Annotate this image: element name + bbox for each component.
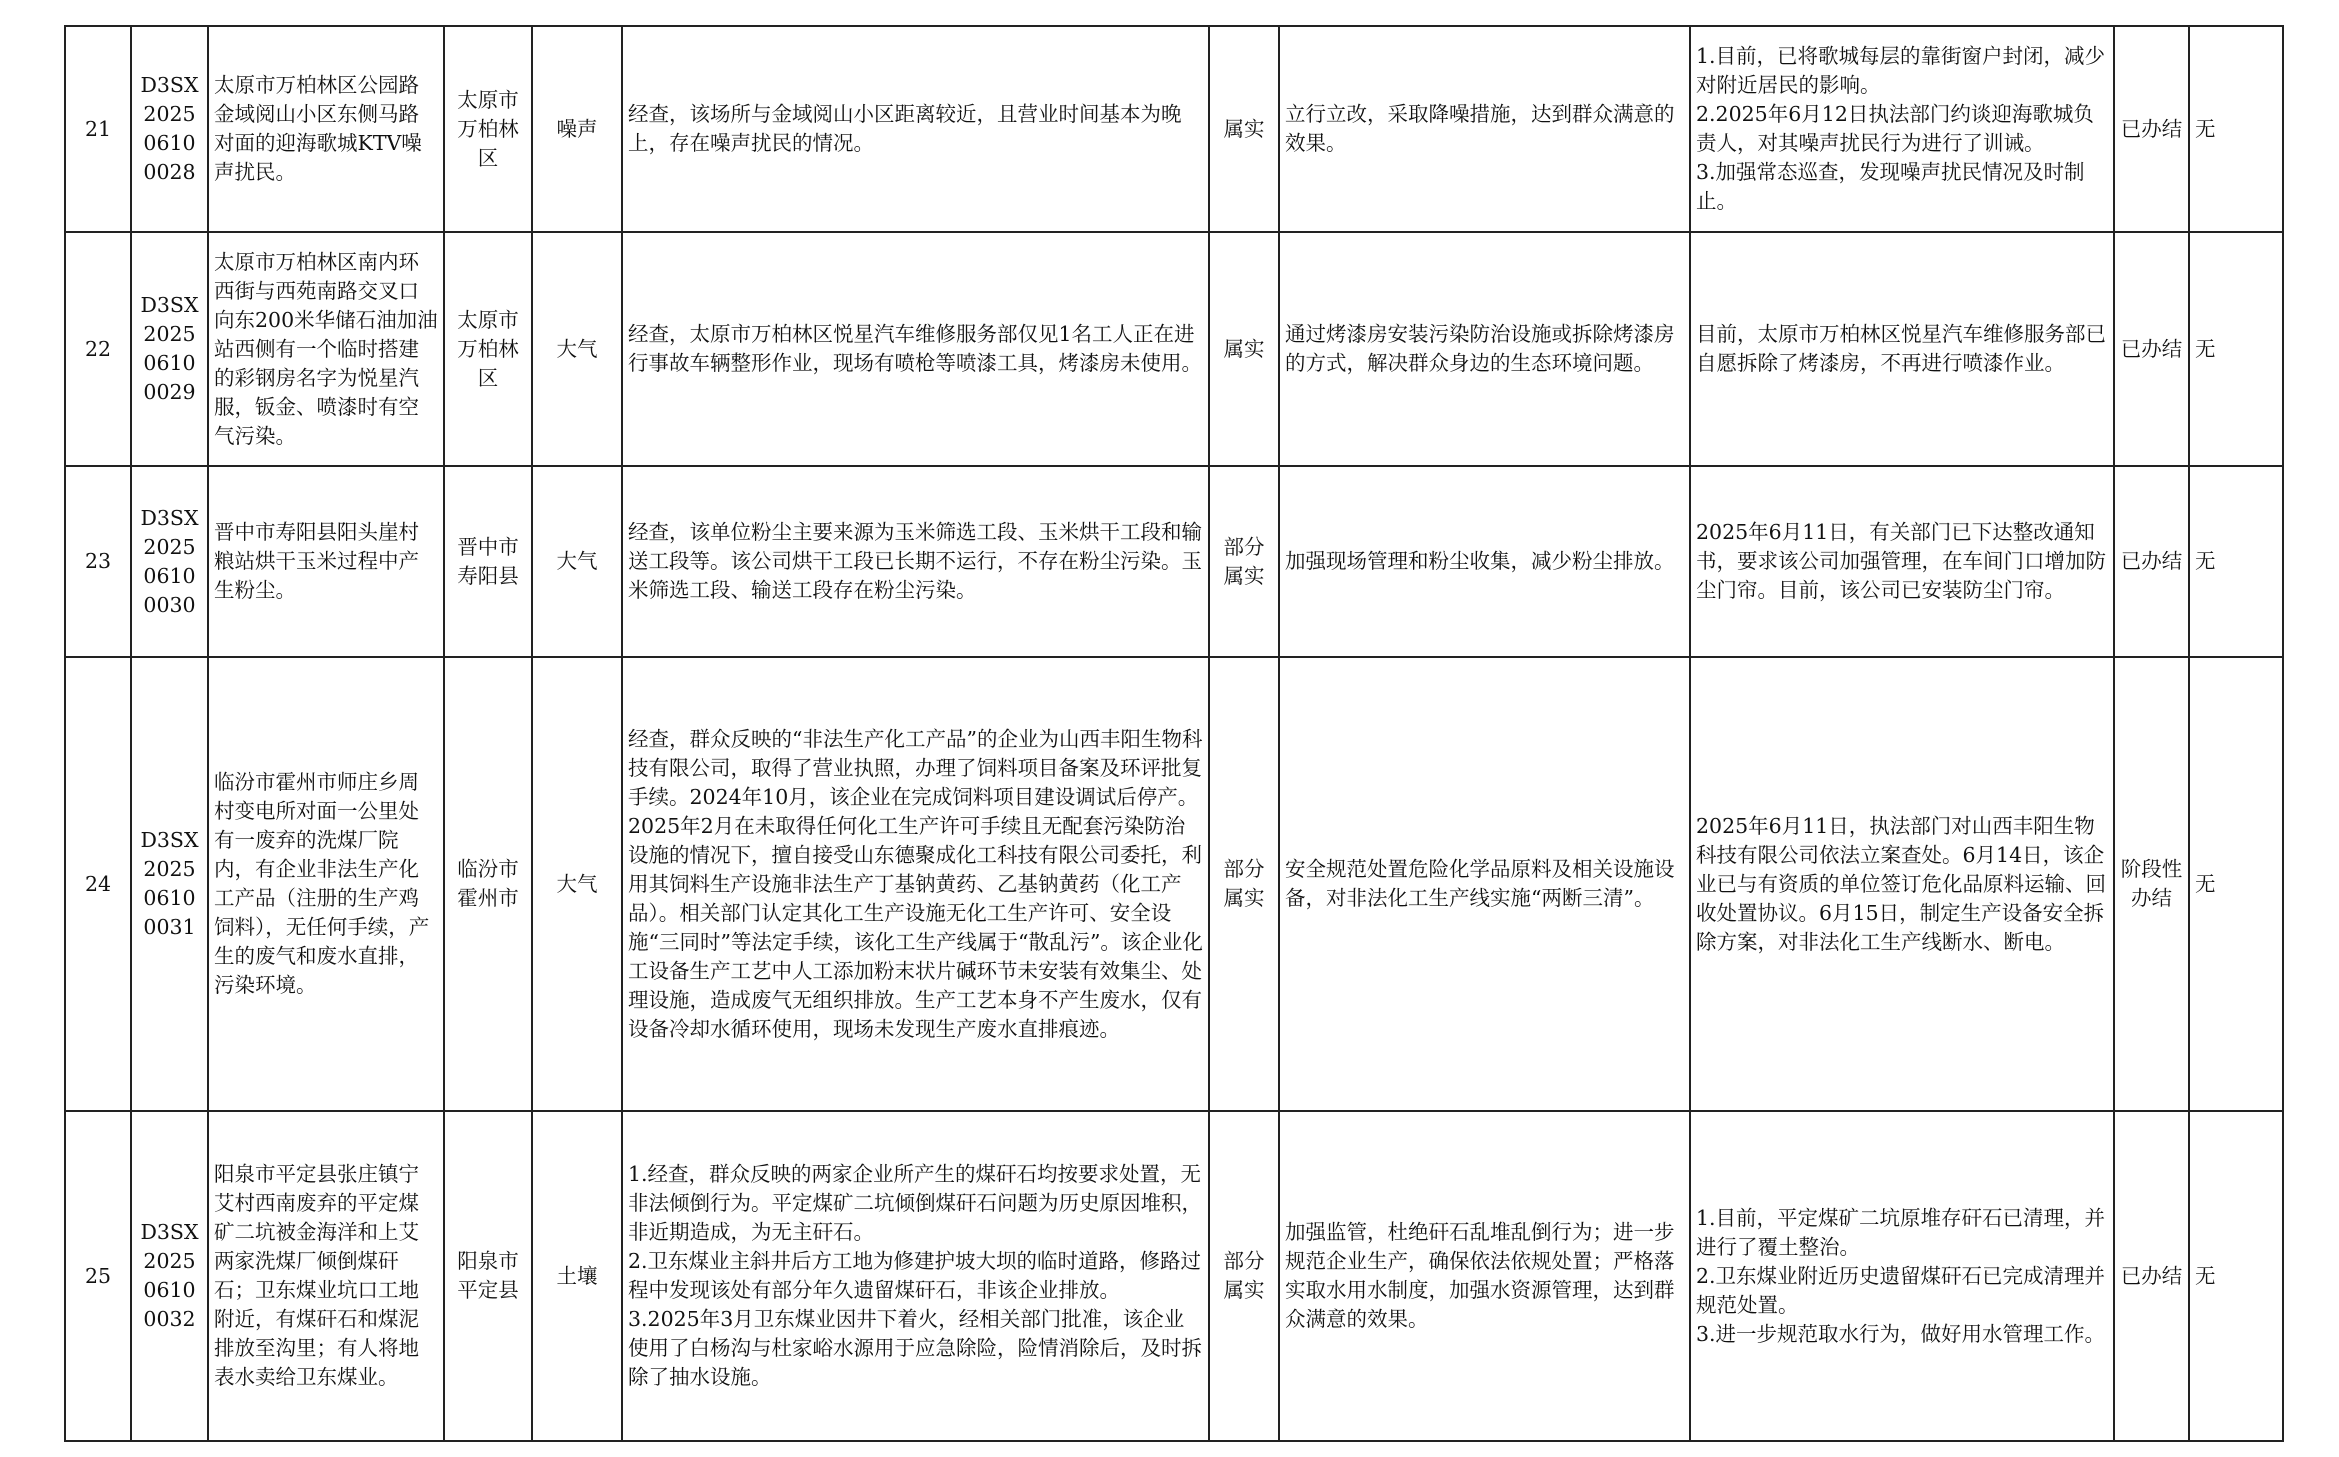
administrative-area: 太原市万柏林区 <box>444 26 532 232</box>
result-line: 2025年6月11日，有关部门已下达整改通知书，要求该公司加强管理，在车间门口增加防尘门帘。目前，该公司已安装防尘门帘。 <box>1696 520 2106 602</box>
rectification-result <box>1690 1111 2114 1441</box>
table-row <box>65 232 2283 466</box>
row-number: 21 <box>65 26 131 232</box>
rectification-measures: 通过烤漆房安装污染防治设施或拆除烤漆房的方式，解决群众身边的生态环境问题。 <box>1279 232 1690 466</box>
handling-status: 已办结 <box>2114 26 2189 232</box>
investigation-finding: 经查，该场所与金域阅山小区距离较近，且营业时间基本为晚上，存在噪声扰民的情况。 <box>622 26 1209 232</box>
result-line: 2.2025年6月12日执法部门约谈迎海歌城负责人，对其噪声扰民行为进行了训诫。 <box>1696 102 2094 155</box>
complaint-content: 阳泉市平定县张庄镇宁艾村西南废弃的平定煤矿二坑被金海洋和上艾两家洗煤厂倾倒煤矸石；卫东煤业坑口工地附近，有煤矸石和煤泥排放至沟里；有人将地表水卖给卫东煤业。 <box>208 1111 444 1441</box>
case-code: D3SX20250610 0029 <box>131 232 208 466</box>
investigation-finding: 经查，该单位粉尘主要来源为玉米筛选工段、玉米烘干工段和输送工段等。该公司烘干工段已长期不运行，不存在粉尘污染。玉米筛选工段、输送工段存在粉尘污染。 <box>622 466 1209 657</box>
investigation-finding: 经查，太原市万柏林区悦星汽车维修服务部仅见1名工人正在进行事故车辆整形作业，现场有喷枪等喷漆工具，烤漆房未使用。 <box>622 232 1209 466</box>
accountability: 无 <box>2189 26 2283 232</box>
rectification-measures: 加强现场管理和粉尘收集，减少粉尘排放。 <box>1279 466 1690 657</box>
case-code: D3SX20250610 0032 <box>131 1111 208 1441</box>
finding-line: 3.2025年3月卫东煤业因井下着火，经相关部门批准，该企业使用了白杨沟与杜家峪水源用于应急除险，险情消除后，及时拆除了抽水设施。 <box>628 1307 1202 1389</box>
rectification-measures: 安全规范处置危险化学品原料及相关设施设备，对非法化工生产线实施“两断三清”。 <box>1279 657 1690 1111</box>
pollution-type: 大气 <box>532 466 622 657</box>
finding-line: 2.卫东煤业主斜井后方工地为修建护坡大坝的临时道路，修路过程中发现该处有部分年久遗留煤矸石，非该企业排放。 <box>628 1249 1202 1302</box>
handling-status: 已办结 <box>2114 232 2189 466</box>
verdict: 属实 <box>1209 232 1279 466</box>
complaint-table <box>64 25 2284 1442</box>
pollution-type: 土壤 <box>532 1111 622 1441</box>
accountability: 无 <box>2189 232 2283 466</box>
complaint-content: 晋中市寿阳县阳头崖村粮站烘干玉米过程中产生粉尘。 <box>208 466 444 657</box>
result-line: 2.卫东煤业附近历史遗留煤矸石已完成清理并规范处置。 <box>1696 1263 2106 1317</box>
rectification-result <box>1690 466 2114 657</box>
pollution-type: 大气 <box>532 232 622 466</box>
row-number: 23 <box>65 466 131 657</box>
table-row <box>65 466 2283 657</box>
rectification-result <box>1690 657 2114 1111</box>
result-line: 1.目前，平定煤矿二坑原堆存矸石已清理，并进行了覆土整治。 <box>1696 1205 2106 1259</box>
rectification-result <box>1690 26 2114 232</box>
table-row <box>65 1111 2283 1441</box>
row-number: 25 <box>65 1111 131 1441</box>
row-number: 22 <box>65 232 131 466</box>
result-line: 1.目前，已将歌城每层的靠街窗户封闭，减少对附近居民的影响。 <box>1696 44 2106 97</box>
finding-line: 1.经查，群众反映的两家企业所产生的煤矸石均按要求处置，无非法倾倒行为。平定煤矿二坑倾倒煤矸石问题为历史原因堆积，非近期造成，为无主矸石。 <box>628 1162 1202 1244</box>
result-line: 目前，太原市万柏林区悦星汽车维修服务部已自愿拆除了烤漆房，不再进行喷漆作业。 <box>1696 322 2106 375</box>
result-line: 3.加强常态巡查，发现噪声扰民情况及时制止。 <box>1696 160 2085 213</box>
pollution-type: 大气 <box>532 657 622 1111</box>
verdict: 部分属实 <box>1209 1111 1279 1441</box>
rectification-measures: 加强监管，杜绝矸石乱堆乱倒行为；进一步规范企业生产，确保依法依规处置；严格落实取水用水制度，加强水资源管理，达到群众满意的效果。 <box>1279 1111 1690 1441</box>
administrative-area: 临汾市霍州市 <box>444 657 532 1111</box>
case-code: D3SX20250610 0030 <box>131 466 208 657</box>
complaint-content: 太原市万柏林区南内环西街与西苑南路交叉口向东200米华储石油加油站西侧有一个临时搭建的彩钢房名字为悦星汽服，钣金、喷漆时有空气污染。 <box>208 232 444 466</box>
administrative-area: 晋中市寿阳县 <box>444 466 532 657</box>
row-number: 24 <box>65 657 131 1111</box>
accountability: 无 <box>2189 1111 2283 1441</box>
table-row <box>65 26 2283 232</box>
investigation-finding: 经查，群众反映的“非法生产化工产品”的企业为山西丰阳生物科技有限公司，取得了营业执照，办理了饲料项目备案及环评批复手续。2024年10月，该企业在完成饲料项目建设调试后停产。2025年2月在未取得任何化工生产许可手续且无配套污染防治设施的情况下，擅自接受山东德聚成化工科技有限公司委托，利用其饲料生产设施非法生产丁基钠黄药、乙基钠黄药（化工产品）。相关部门认定其化工生产设施无化工生产许可、安全设施“三同时”等法定手续，该化工生产线属于“散乱污”。该企业化工设备生产工艺中人工添加粉末状片碱环节未安装有效集尘、处理设施，造成废气无组织排放。生产工艺本身不产生废水，仅有设备冷却水循环使用，现场未发现生产废水直排痕迹。 <box>622 657 1209 1111</box>
accountability: 无 <box>2189 657 2283 1111</box>
result-line: 3.进一步规范取水行为，做好用水管理工作。 <box>1696 1321 2106 1346</box>
case-code: D3SX20250610 0028 <box>131 26 208 232</box>
complaint-content: 太原市万柏林区公园路金域阅山小区东侧马路对面的迎海歌城KTV噪声扰民。 <box>208 26 444 232</box>
handling-status: 已办结 <box>2114 1111 2189 1441</box>
verdict: 部分属实 <box>1209 657 1279 1111</box>
verdict: 属实 <box>1209 26 1279 232</box>
table-row <box>65 657 2283 1111</box>
handling-status: 已办结 <box>2114 466 2189 657</box>
complaint-content: 临汾市霍州市师庄乡周村变电所对面一公里处有一废弃的洗煤厂院内，有企业非法生产化工产品（注册的生产鸡饲料），无任何手续，产生的废气和废水直排，污染环境。 <box>208 657 444 1111</box>
administrative-area: 太原市万柏林区 <box>444 232 532 466</box>
result-line: 2025年6月11日，执法部门对山西丰阳生物科技有限公司依法立案查处。6月14日，该企业已与有资质的单位签订危化品原料运输、回收处置协议。6月15日，制定生产设备安全拆除方案，对非法化工生产线断水、断电。 <box>1696 813 2106 954</box>
verdict: 部分属实 <box>1209 466 1279 657</box>
rectification-result <box>1690 232 2114 466</box>
rectification-measures: 立行立改，采取降噪措施，达到群众满意的效果。 <box>1279 26 1690 232</box>
pollution-type: 噪声 <box>532 26 622 232</box>
investigation-finding <box>622 1111 1209 1441</box>
administrative-area: 阳泉市平定县 <box>444 1111 532 1441</box>
handling-status: 阶段性办结 <box>2114 657 2189 1111</box>
case-code: D3SX20250610 0031 <box>131 657 208 1111</box>
accountability: 无 <box>2189 466 2283 657</box>
